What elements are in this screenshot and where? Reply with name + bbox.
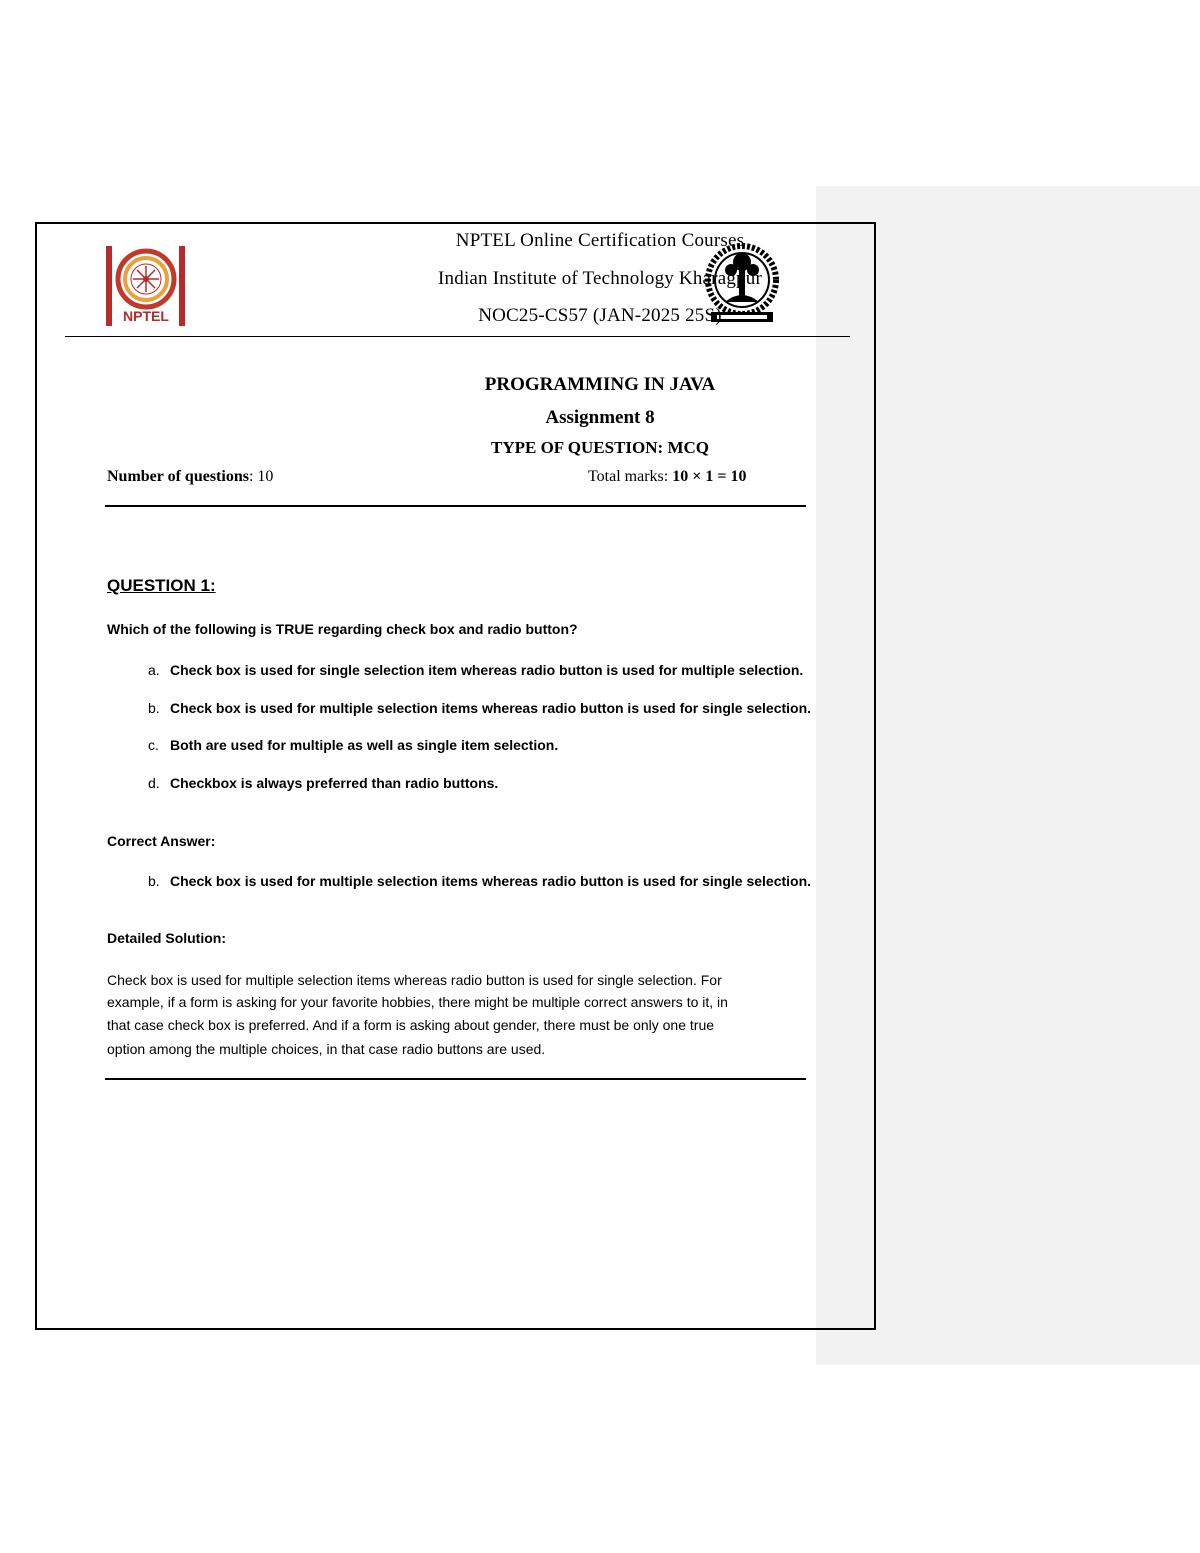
correct-answer-label: Correct Answer: [107,833,216,849]
header-divider [65,336,850,337]
option-b-letter: b. [148,700,160,716]
detailed-solution-label: Detailed Solution: [107,930,226,946]
question-heading: QUESTION 1: [107,576,216,595]
total-marks-label: Total marks: [588,468,673,485]
solution-line: that case check box is preferred. And if a form is asking about gender, there must be only one true [107,1017,715,1033]
assignment-title: Assignment 8 [545,407,655,428]
option-d-text: Checkbox is always preferred than radio buttons. [170,775,499,791]
solution-line: option among the multiple choices, in that case radio buttons are used. [107,1041,546,1057]
correct-answer-letter: b. [148,873,160,889]
course-title: PROGRAMMING IN JAVA [484,374,716,395]
org-line: NPTEL Online Certification Courses [455,230,745,251]
option-b-text: Check box is used for multiple selection items whereas radio button is used for single selection. [170,700,812,716]
total-marks-value: 10 × 1 = 10 [672,468,747,485]
option-a-text: Check box is used for single selection item whereas radio button is used for multiple selection. [170,662,804,678]
total-marks [588,468,746,486]
institute-line: Indian Institute of Technology Kharagpur [438,268,762,289]
question-type: TYPE OF QUESTION: MCQ [490,438,710,457]
num-questions-value: : 10 [248,468,274,485]
solution-line: Check box is used for multiple selection items whereas radio button is used for single selection. For [107,972,722,988]
num-questions-label: Number of questions [107,468,249,485]
solution-line: example, if a form is asking for your favorite hobbies, there might be multiple correct answers to it, in [107,994,728,1010]
title-divider [105,505,806,507]
option-d-letter: d. [148,775,160,791]
option-c-letter: c. [148,737,159,753]
number-of-questions [107,468,273,486]
option-a-letter: a. [148,662,160,678]
nptel-logo-text: NPTEL [123,308,169,324]
course-code-line: NOC25-CS57 (JAN-2025 25S) [478,305,722,326]
question-end-divider [105,1078,806,1080]
option-c-text: Both are used for multiple as well as single item selection. [170,737,559,753]
correct-answer-text: Check box is used for multiple selection items whereas radio button is used for single selection. [170,873,812,889]
question-text: Which of the following is TRUE regarding check box and radio button? [107,621,578,637]
